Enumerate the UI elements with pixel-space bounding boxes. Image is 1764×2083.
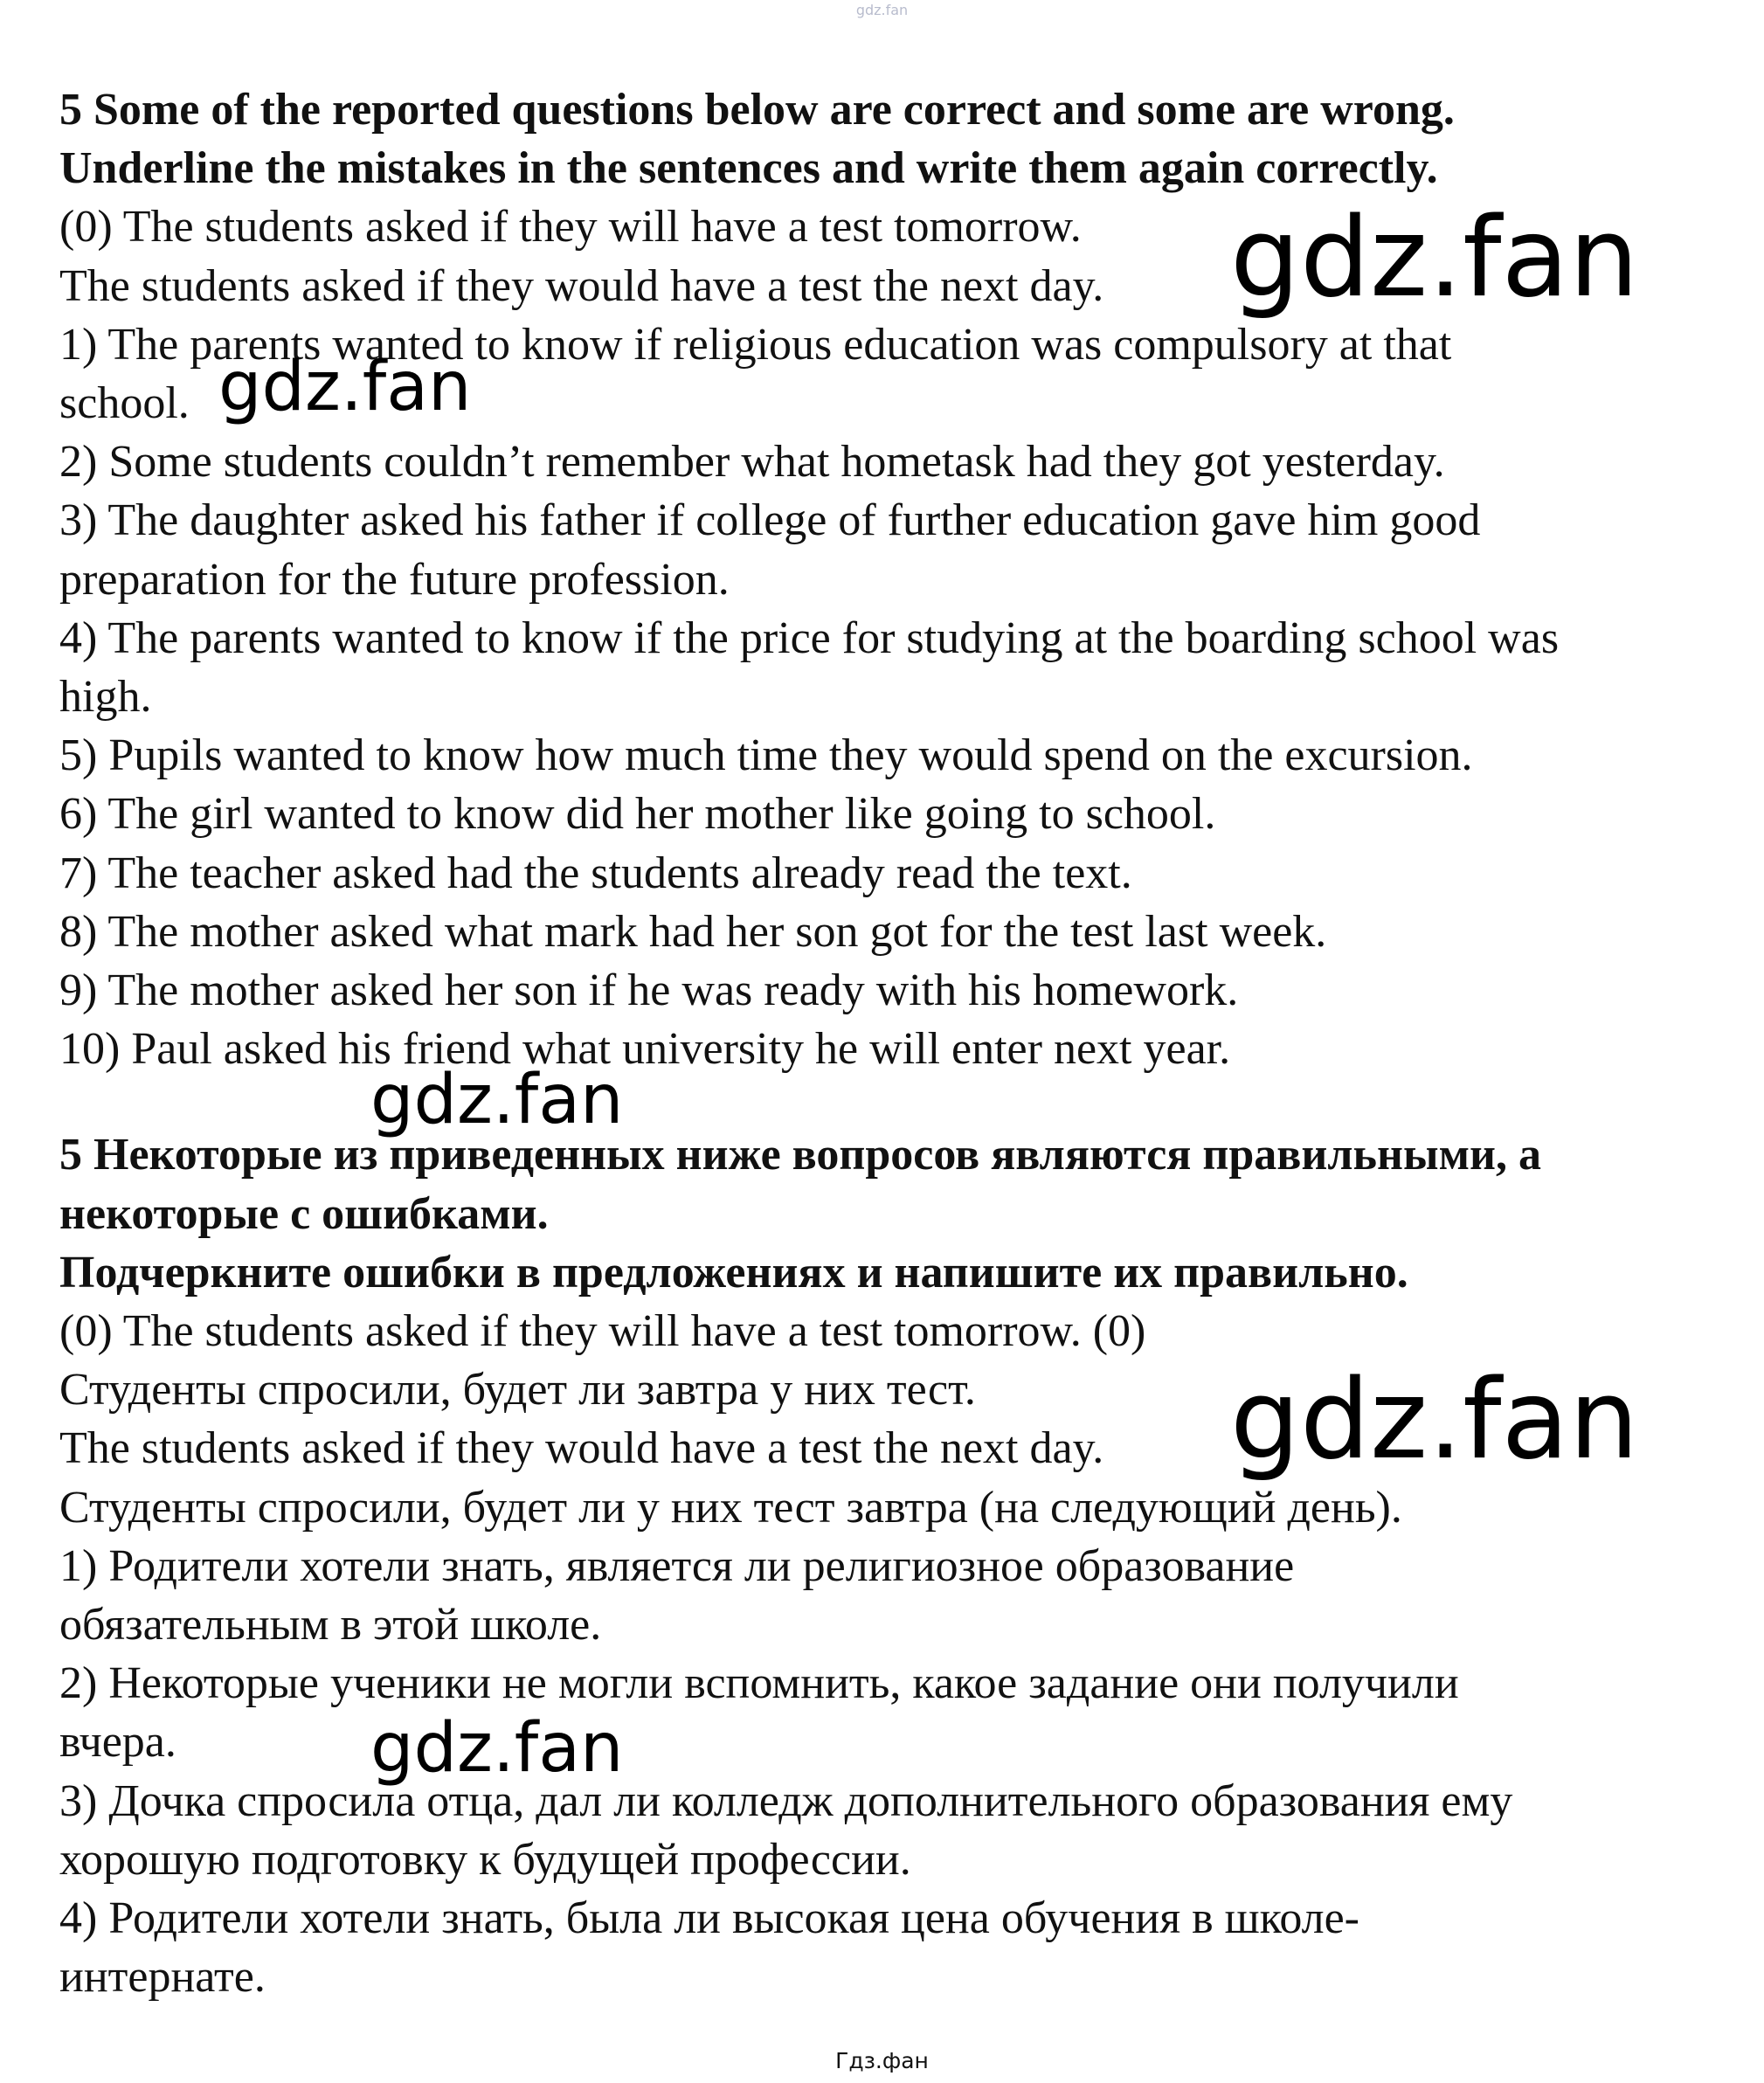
ru-line: 4) Родители хотели знать, была ли высокая цена обучения в школе- <box>59 1893 1359 1944</box>
en-line: high. <box>59 672 152 723</box>
en-line: 10) Paul asked his friend what university he will enter next year. <box>59 1024 1231 1075</box>
site-mark: gdz.fan <box>855 2 909 18</box>
ru-line: 2) Некоторые ученики не могли вспомнить, какое задание они получили <box>59 1658 1459 1709</box>
en-line: 8) The mother asked what mark had her son got for the test last week. <box>59 906 1327 957</box>
ru-line: хорошую подготовку к будущей профессии. <box>59 1834 911 1885</box>
en-line: 9) The mother asked her son if he was ready with his homework. <box>59 965 1239 1016</box>
en-line: 7) The teacher asked had the students already read the text. <box>59 848 1132 898</box>
watermark: gdz.fan <box>1230 1355 1639 1484</box>
en-line: 1) The parents wanted to know if religious education was compulsory at that <box>59 319 1452 370</box>
ru-line: Студенты спросили, будет ли у них тест завтра (на следующий день). <box>59 1482 1402 1533</box>
watermark: gdz.fan <box>370 1061 624 1139</box>
ru-line: (0) The students asked if they will have a test tomorrow. (0) <box>59 1306 1146 1357</box>
ru-line: интернате. <box>59 1952 266 2003</box>
ru-line: 1) Родители хотели знать, является ли религиозное образование <box>59 1540 1295 1591</box>
watermark: gdz.fan <box>370 1709 624 1788</box>
section-gap <box>59 1078 1746 1125</box>
en-line: 4) The parents wanted to know if the price for studying at the boarding school was <box>59 612 1560 663</box>
watermark: gdz.fan <box>1230 193 1639 322</box>
ru-line: вчера. <box>59 1717 176 1768</box>
en-line: school. <box>59 378 190 429</box>
ru-line: The students asked if they would have a test the next day. <box>59 1423 1104 1474</box>
en-line: preparation for the future profession. <box>59 554 730 605</box>
task-title-en-line-2: Underline the mistakes in the sentences and write them again correctly. <box>59 143 1438 194</box>
ru-line: 3) Дочка спросила отца, дал ли колледж дополнительного образования ему <box>59 1775 1513 1826</box>
en-line: 3) The daughter asked his father if college of further education gave him good <box>59 495 1481 546</box>
watermark: gdz.fan <box>218 348 472 426</box>
ru-line: Студенты спросили, будет ли завтра у них тест. <box>59 1365 976 1415</box>
en-line: 5) Pupils wanted to know how much time they would spend on the excursion. <box>59 730 1473 781</box>
ru-line: обязательным в этой школе. <box>59 1600 602 1650</box>
footer-label: Гдз.фан <box>835 2048 929 2073</box>
en-line: 2) Some students couldn’t remember what hometask had they got yesterday. <box>59 437 1445 488</box>
task-title-ru-line-1: 5 Некоторые из приведенных ниже вопросов являются правильными, а <box>59 1130 1541 1180</box>
task-title-ru-line-3: Подчеркните ошибки в предложениях и напишите их правильно. <box>59 1247 1408 1298</box>
task-title-en-line-1: 5 Some of the reported questions below are correct and some are wrong. <box>59 85 1455 135</box>
task-title-ru-line-2: некоторые с ошибками. <box>59 1188 549 1239</box>
en-line: The students asked if they would have a test the next day. <box>59 260 1104 311</box>
en-line: 6) The girl wanted to know did her mother like going to school. <box>59 789 1216 840</box>
en-line: (0) The students asked if they will have a test tomorrow. <box>59 202 1082 253</box>
